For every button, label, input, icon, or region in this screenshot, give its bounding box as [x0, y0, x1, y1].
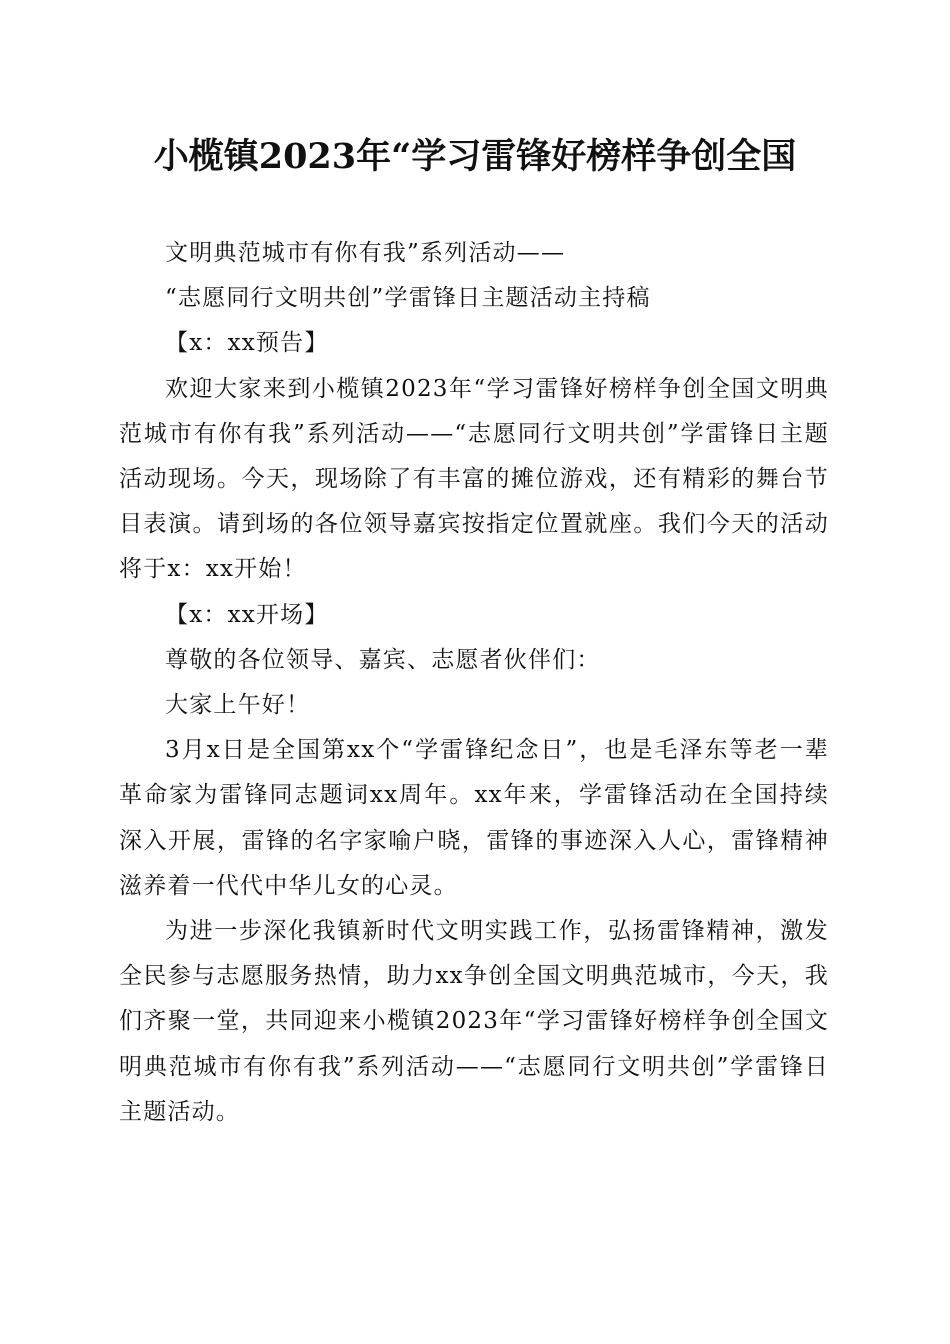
paragraph-background: 3月x日是全国第xx个“学雷锋纪念日”，也是毛泽东等老一辈革命家为雷锋同志题词xx周年。xx年来，学雷锋活动在全国持续深入开展，雷锋的名字家喻户晓，雷锋的事迹深入人心，雷锋精神滋养着一代代中华儿女的心灵。 — [119, 737, 829, 899]
document-title: 小榄镇2023年“学习雷锋好榜样争创全国 — [153, 136, 797, 177]
paragraph-greeting: 大家上午好！ — [165, 692, 311, 719]
section-heading-opening: 【x：xx开场】 — [165, 601, 329, 628]
paragraph-welcome: 欢迎大家来到小榄镇2023年“学习雷锋好榜样争创全国文明典范城市有你有我”系列活动——“志愿同行文明共创”学雷锋日主题活动现场。今天，现场除了有丰富的摊位游戏，还有精彩的舞台节目表演。请到场的各位领导嘉宾按指定位置就座。我们今天的活动将于x：xx开始！ — [119, 375, 829, 583]
paragraph-subtitle: “志愿同行文明共创”学雷锋日主题活动主持稿 — [165, 285, 651, 312]
paragraph-subtitle-continuation: 文明典范城市有你有我”系列活动—— — [165, 240, 566, 266]
document-body — [119, 231, 829, 1135]
paragraph-purpose: 为进一步深化我镇新时代文明实践工作，弘扬雷锋精神，激发全民参与志愿服务热情，助力xx争创全国文明典范城市，今天，我们齐聚一堂，共同迎来小榄镇2023年“学习雷锋好榜样争创全国文明典范城市有你有我”系列活动——“志愿同行文明共创”学雷锋日主题活动。 — [119, 918, 829, 1125]
section-heading-preview: 【x：xx预告】 — [165, 330, 329, 357]
paragraph-salutation: 尊敬的各位领导、嘉宾、志愿者伙伴们： — [165, 646, 601, 673]
